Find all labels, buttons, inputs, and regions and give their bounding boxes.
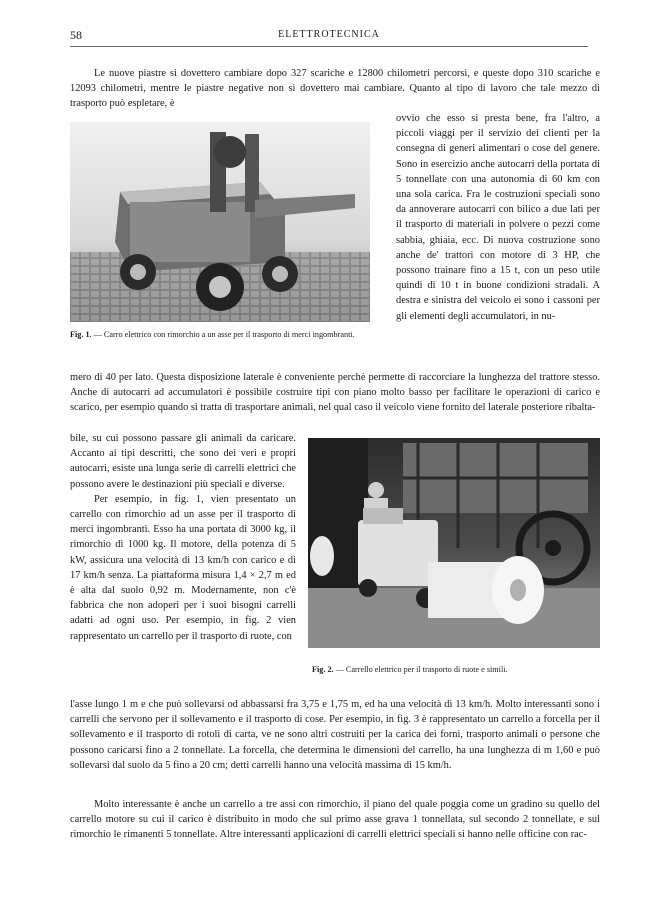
electric-wheel-cart-image: [308, 438, 600, 648]
running-title: ELETTROTECNICA: [278, 29, 380, 40]
figure-2-label: Fig. 2.: [312, 665, 334, 674]
figure-1-caption: [70, 330, 370, 340]
figure-1-caption-text: — Carro elettrico con rimorchio a un asse per il trasporto di merci ingombranti.: [93, 330, 355, 339]
paragraph-right-column: ovvio che esso si presta bene, fra l'altro, a piccoli viaggi per il servizio dei clienti per la consegna di generi alimentari o cose del genere. Sono in esercizio anche autocarri della portata di 5 tonnellate con una autonomia di 60 km con una sola carica. Fra le costruzioni speciali sono da annoverare autocarri con bilico a due lati per il trasporto di materiali in polvere o pezzi come sabbia, ghiaia, ecc. Di nuova costruzione sono anche de' trattori con motore di 3 HP, che possono trainare fino a 15 t, con un peso utile quindi di 10 t in buone condizioni stradali. A destra e sinistra del veicolo ei sono i cassoni per gli elementi degli accumulatori, in nu-: [396, 113, 600, 322]
paragraph-intro: Le nuove piastre si dovettero cambiare dopo 327 scariche e 12800 chilometri percorsi, e queste dopo 310 scariche e 12093 chilometri, mentre le piastre negative non si dovettero mai cambiare. Quanto al tipo di lavoro che tale mezzo di trasporto può espletare, è: [70, 68, 600, 110]
paragraph-examples: Per esempio, in fig. 1, vien presentato un carrello con rimorchio ad un asse per il trasporto di merci ingombranti. Esso ha una portata di 3000 kg, il rimorchio di 1000 kg. Il motore, della potenza di 5 kW, assicura una velocità di 13 km/h con carico e di 17 km/h senza. La piattaforma misura 1,4 × 2,7 m ed è alta dal suolo 0,92 m. Modernamente, non c'è fabbrica che non adoperi per i suoi bisogni carrelli adatti ad ogni uso. Per esempio, in fig. 2 vien rappresentato un carrello per il trasporto di ruote, con: [70, 493, 296, 642]
page-header: [70, 28, 588, 47]
figure-2-caption: [312, 665, 602, 675]
figure-1-photo: [70, 122, 370, 322]
figure-2-photo: [308, 438, 600, 648]
paragraph-three-axle-cart: Molto interessante è anche un carrello a tre assi con rimorchio, il piano del quale poggia come un gradino su quello del carrello motore su cui il carico è distribuito in modo che sul primo asse grava 1 tonnellata, sul secondo 2 tonnellate, e sul rimorchio le rimanenti 5 tonnellate. Altre interessanti applicazioni di carrelli elettrici speciali si hanno nelle officine con rac-: [70, 799, 600, 841]
electric-cart-trailer-image: [70, 122, 370, 322]
figure-1-label: Fig. 1.: [70, 330, 92, 339]
paragraph-lifting-carts: l'asse lungo 1 m e che può sollevarsi od abbassarsi fra 3,75 e 1,75 m, ed ha una velocità di 13 km/h. Molto interessanti sono i carrelli che servono per il sollevamento e il trasporto di cose. Per esempio, in fig. 3 è rappresentato un carrello a forcella per il sollevamento e il trasporto di rotoli di carta, ve ne sono altri costruiti per la carica dei forni, trasporto animali o persone che possono caricarsi fino a 2 tonnellate. La forcella, che determina le dimensioni del carrello, ha una lunghezza di m 1,60 e può sollevarsi dal suolo da 5 fino a 20 cm; detti carrelli hanno una velocità massima di 15 km/h.: [70, 699, 600, 771]
paragraph-left-column: bile, su cui possono passare gli animali da caricare. Accanto ai tipi descritti, che sono dei veri e propri autocarri, esiste una lunga serie di carrelli elettrici che possono avere le destinazioni più speciali e diverse. Per esempio, in fig. 1, vien presentato un carrello con rimorchio ad un asse per il trasporto di merci ingombranti. Esso ha una portata di 3000 kg, il rimorchio di 1000 kg. Il motore, della potenza di 5 kW, assicura una velocità di 13 km/h con carico e di 17 km/h senza. La piattaforma misura 1,4 × 2,7 m ed è alta dal suolo 0,92 m. Modernamente, non c'è fabbrica che non adoperi per i suoi bisogni carrelli adatti ad ogni uso. Per esempio, in fig. 2 vien rappresentato un carrello per il trasporto di ruote, con: [70, 431, 296, 644]
paragraph-continuation: mero di 40 per lato. Questa disposizione laterale è conveniente perchè permette di raccorciare la lunghezza del trattore stesso. Anche di autocarri ad accumulatori è possibile costruire tipi con piano molto basso per facilitare le operazioni di carico e scarico, per esempio quando si tratta di trasportare animali, nel qual caso il veicolo viene fornito del laterale posteriore ribalta-: [70, 372, 600, 414]
page-number: 58: [70, 28, 82, 42]
figure-2-caption-text: — Carrello elettrico per il trasporto di ruote e simili.: [335, 665, 508, 674]
